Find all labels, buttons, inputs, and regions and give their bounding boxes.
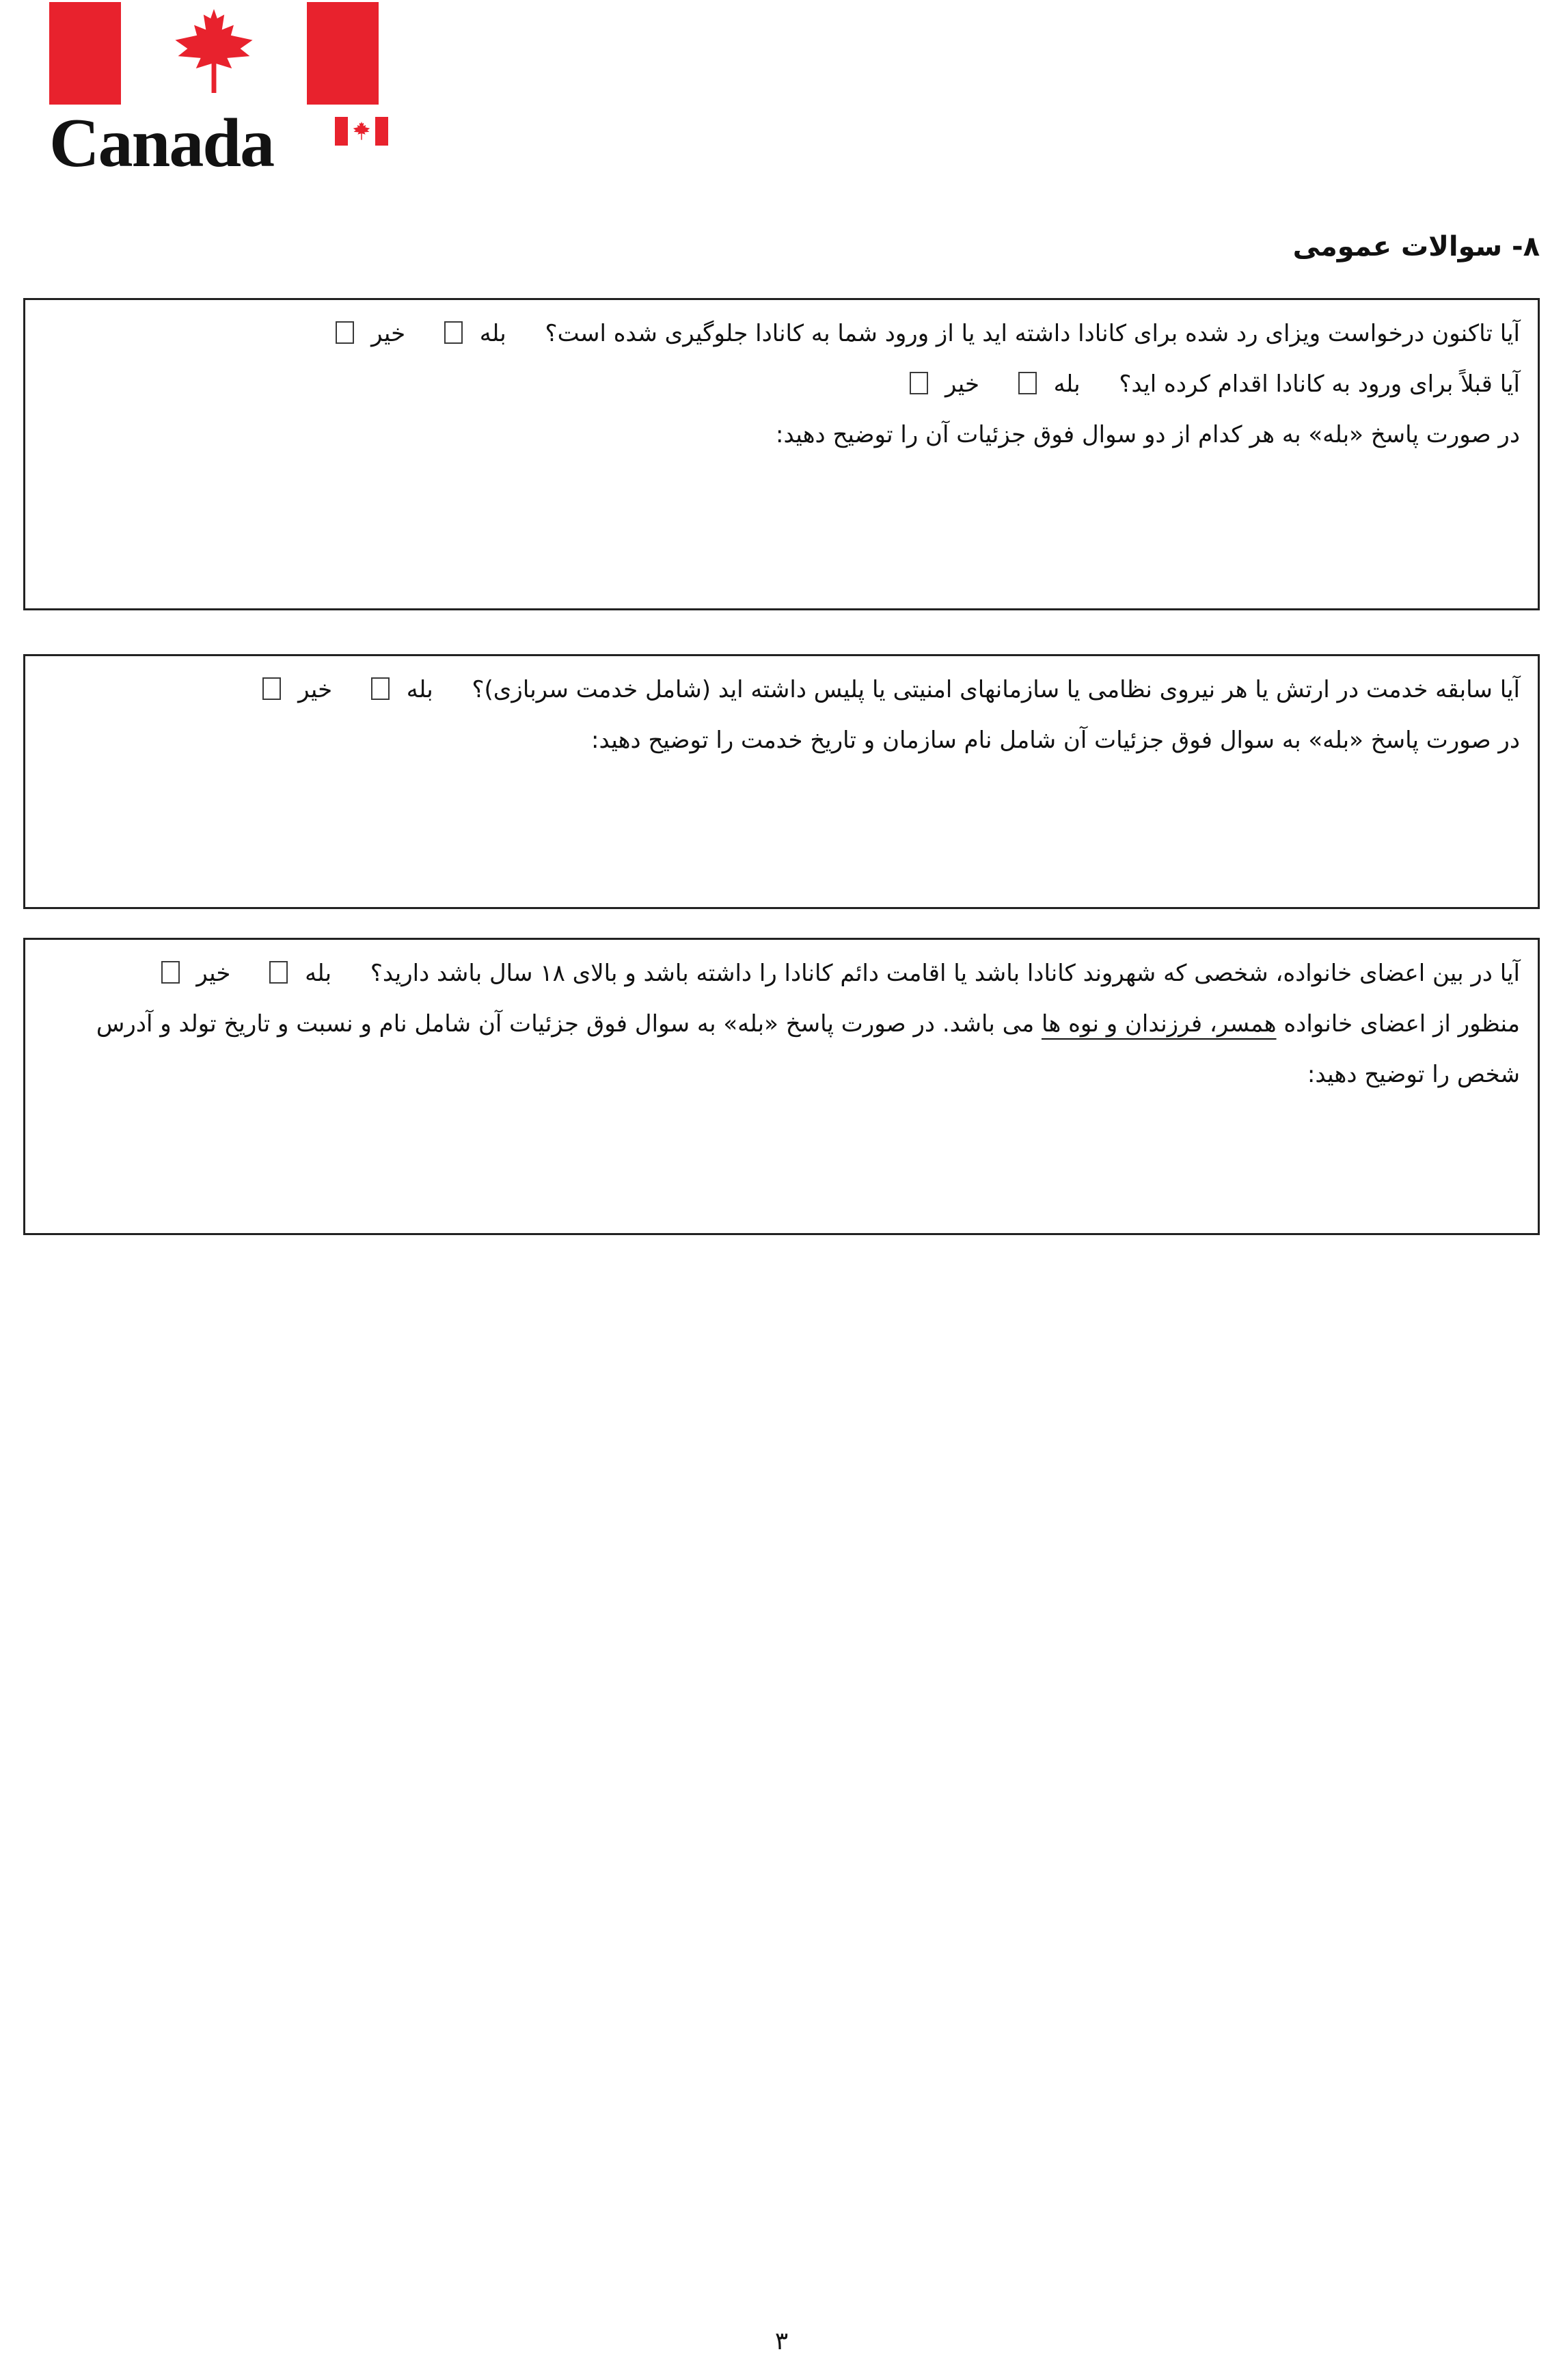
no-option — [161, 960, 231, 987]
yes-label: بله — [406, 676, 433, 703]
explain-note: در صورت پاسخ «بله» به سوال فوق جزئیات آن شامل نام سازمان و تاریخ خدمت را توضیح دهید: — [591, 727, 1520, 754]
flag-red-bar-right — [307, 2, 379, 105]
box-military-service — [23, 654, 1540, 909]
yes-label: بله — [479, 320, 506, 347]
yes-option — [364, 676, 433, 703]
no-option — [910, 370, 979, 398]
canada-flag — [49, 2, 379, 105]
canada-wordmark — [49, 105, 379, 182]
box-family-in-canada — [23, 938, 1540, 1235]
flag-red-bar-left — [49, 2, 121, 105]
question-text: آیا قبلاً برای ورود به کانادا اقدام کرده اید؟ — [1119, 370, 1520, 398]
no-option — [262, 676, 332, 703]
question-row-visa-refused — [43, 308, 1520, 359]
flag-white-field — [121, 2, 307, 105]
note-suffix: می باشد. در صورت پاسخ «بله» به سوال فوق جزئیات آن شامل نام و نسبت و تاریخ تولد و آدرس شخص را توضیح دهید: — [96, 1010, 1520, 1088]
question-row-military-service — [43, 664, 1520, 715]
no-label: خیر — [298, 676, 333, 703]
answer-area[interactable] — [43, 1100, 1520, 1202]
no-label: خیر — [371, 320, 406, 347]
maple-leaf-icon — [351, 121, 372, 141]
canada-logo — [49, 2, 379, 182]
section-heading: ۸- سوالات عمومی — [1292, 231, 1540, 262]
yes-option — [1011, 370, 1080, 398]
no-option — [336, 320, 405, 347]
maple-leaf-icon — [159, 6, 269, 100]
yes-option — [262, 960, 331, 987]
question-text: آیا تاکنون درخواست ویزای رد شده برای کانادا داشته اید یا از ورود شما به کانادا جلوگیری شده است؟ — [545, 320, 1520, 347]
page-number: ۳ — [774, 2327, 789, 2355]
box-previous-refusals — [23, 298, 1540, 610]
yes-checkbox[interactable] — [269, 961, 288, 984]
no-label: خیر — [944, 370, 979, 398]
no-checkbox[interactable] — [262, 677, 281, 700]
note-underlined-family-members: همسر، فرزندان و نوه ها — [1041, 1010, 1277, 1038]
yes-checkbox[interactable] — [371, 677, 390, 700]
wordmark-flag-icon — [335, 117, 388, 146]
question-text: آیا سابقه خدمت در ارتش یا هر نیروی نظامی یا سازمانهای امنیتی یا پلیس داشته اید (شامل خدمت سربازی)؟ — [472, 676, 1520, 703]
yes-label: بله — [1053, 370, 1080, 398]
note-prefix: منظور از اعضای خانواده — [1276, 1010, 1520, 1038]
yes-option — [437, 320, 506, 347]
yes-checkbox[interactable] — [1018, 372, 1037, 394]
no-checkbox[interactable] — [336, 321, 354, 344]
no-label: خیر — [196, 960, 231, 987]
wordmark-text: Canada — [49, 105, 274, 182]
explain-note — [43, 999, 1520, 1100]
no-checkbox[interactable] — [910, 372, 928, 394]
no-checkbox[interactable] — [161, 961, 180, 984]
explain-note: در صورت پاسخ «بله» به هر کدام از دو سوال فوق جزئیات آن را توضیح دهید: — [776, 421, 1520, 448]
question-text: آیا در بین اعضای خانواده، شخصی که شهروند کانادا باشد یا اقامت دائم کانادا را داشته باشد و بالای ۱۸ سال باشد دارید؟ — [370, 960, 1520, 987]
answer-area[interactable] — [43, 460, 1520, 597]
answer-area[interactable] — [43, 766, 1520, 889]
yes-checkbox[interactable] — [444, 321, 463, 344]
question-row-family-in-canada — [43, 948, 1520, 999]
yes-label: بله — [305, 960, 332, 987]
question-row-applied-before — [43, 359, 1520, 409]
